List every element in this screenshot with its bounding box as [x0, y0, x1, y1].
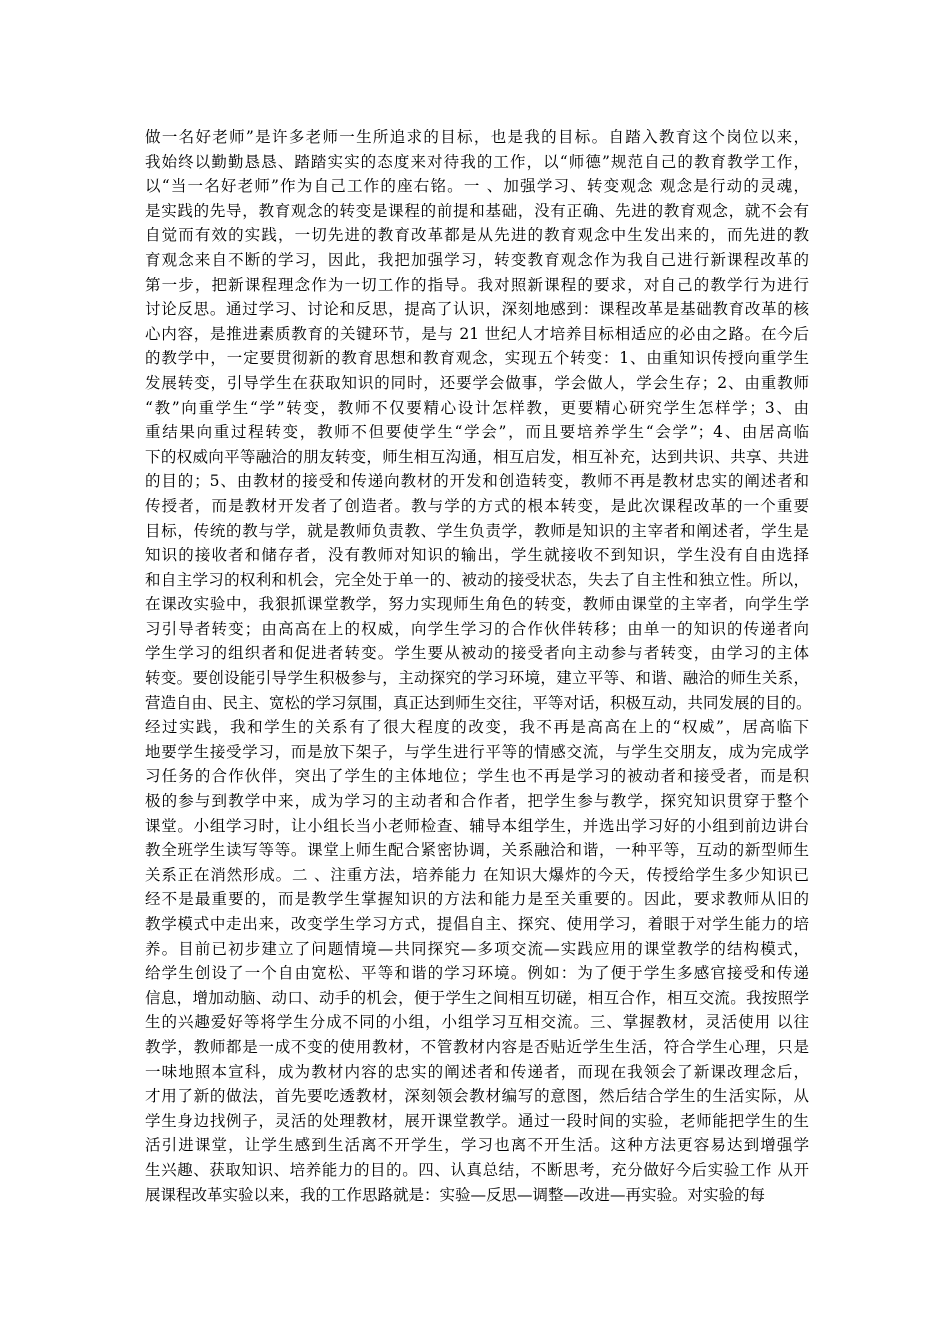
text-line: 转变。要创设能引导学生积极参与，主动探究的学习环境，建立平等、和谐、融洽的师生关系， — [145, 669, 809, 688]
text-line: 课堂。小组学习时，让小组长当小老师检查、辅导本组学生，并选出学习好的小组到前边讲台 — [145, 816, 809, 835]
text-line: 的教学中，一定要贯彻新的教育思想和教育观念，实现五个转变：1、由重知识传授向重学生 — [145, 349, 809, 368]
text-line: 一味地照本宣科，成为教材内容的忠实的阐述者和传递者，而现在我领会了新课改理念后， — [145, 1062, 809, 1081]
text-line: 学生学习的组织者和促进者转变。学生要从被动的接受者向主动参与者转变，由学习的主体 — [145, 644, 809, 663]
text-line: 教全班学生读写等等。课堂上师生配合紧密协调，关系融洽和谐，一种平等，互动的新型师生 — [145, 841, 809, 860]
text-line: 活引进课堂，让学生感到生活离不开学生，学习也离不开生活。这种方法更容易达到增强学 — [145, 1136, 809, 1155]
text-line: 育观念来自不断的学习，因此，我把加强学习，转变教育观念作为我自己进行新课程改革的 — [145, 250, 809, 269]
text-line: 经不是最重要的，而是教学生掌握知识的方法和能力是至关重要的。因此，要求教师从旧的 — [145, 890, 809, 909]
text-line: 才用了新的做法，首先要吃透教材，深刻领会教材编写的意图，然后结合学生的生活实际，从 — [145, 1087, 809, 1106]
text-line: 给学生创设了一个自由宽松、平等和谐的学习环境。例如：为了便于学生多感官接受和传递 — [145, 964, 809, 983]
text-line: 是实践的先导，教育观念的转变是课程的前提和基础，没有正确、先进的教育观念，就不会有 — [145, 201, 809, 220]
text-line: 自觉而有效的实践，一切先进的教育改革都是从先进的教育观念中生发出来的，而先进的教 — [145, 226, 809, 245]
text-line: 讨论反思。通过学习、讨论和反思，提高了认识，深刻地感到：课程改革是基础教育改革的核 — [145, 300, 809, 319]
text-line: 养。目前已初步建立了问题情境—共同探究—多项交流—实践应用的课堂教学的结构模式， — [145, 939, 809, 958]
text-line: 地要学生接受学习，而是放下架子，与学生进行平等的情感交流，与学生交朋友，成为完成学 — [145, 742, 809, 761]
text-line: 信息，增加动脑、动口、动手的机会，便于学生之间相互切磋，相互合作，相互交流。我按照学 — [145, 988, 809, 1007]
text-line: 重结果向重过程转变，教师不但要使学生“学会”，而且要培养学生“会学”；4、由居高临 — [145, 423, 809, 442]
body-text — [145, 125, 812, 1207]
text-line: 在课改实验中，我狠抓课堂教学，努力实现师生角色的转变，教师由课堂的主宰者，向学生学 — [145, 595, 809, 614]
text-line: 我始终以勤勤恳恳、踏踏实实的态度来对待我的工作，以“师德”规范自己的教育教学工作， — [145, 152, 809, 171]
text-line: 生的兴趣爱好等将学生分成不同的小组，小组学习互相交流。三、掌握教材，灵活使用 以往 — [145, 1013, 809, 1032]
text-line: 教学，教师都是一成不变的使用教材，不管教材内容是否贴近学生生活，符合学生心理，只是 — [145, 1037, 809, 1056]
text-line: 目标，传统的教与学，就是教师负责教、学生负责学，教师是知识的主宰者和阐述者，学生是 — [145, 521, 809, 540]
text-line: 极的参与到教学中来，成为学习的主动者和合作者，把学生参与教学，探究知识贯穿于整个 — [145, 792, 809, 811]
text-line: 心内容，是推进素质教育的关键环节，是与 21 世纪人才培养目标相适应的必由之路。在今后 — [145, 324, 809, 343]
text-line: 学生身边找例子，灵活的处理教材，展开课堂教学。通过一段时间的实验，老师能把学生的生 — [145, 1111, 809, 1130]
text-line: 经过实践，我和学生的关系有了很大程度的改变，我不再是高高在上的“权威”，居高临下 — [145, 718, 809, 737]
text-line: 营造自由、民主、宽松的学习氛围，真正达到师生交往，平等对话，积极互动，共同发展的目的。 — [145, 693, 812, 712]
text-line: 下的权威向平等融洽的朋友转变，师生相互沟通，相互启发，相互补充，达到共识、共享、共进 — [145, 447, 809, 466]
text-line: 知识的接收者和储存者，没有教师对知识的输出，学生就接收不到知识，学生没有自由选择 — [145, 546, 809, 565]
text-line: 教学模式中走出来，改变学生学习方式，提倡自主、探究、使用学习，着眼于对学生能力的培 — [145, 915, 809, 933]
text-line: 展课程改革实验以来，我的工作思路就是：实验—反思—调整—改进—再实验。对实验的每 — [145, 1185, 766, 1204]
text-line: 发展转变，引导学生在获取知识的同时，还要学会做事，学会做人，学会生存；2、由重教师 — [145, 373, 809, 392]
text-line: 关系正在消然形成。二 、注重方法，培养能力 在知识大爆炸的今天，传授给学生多少知识已 — [145, 865, 809, 884]
text-line: “教”向重学生“学”转变，教师不仅要精心设计怎样教，更要精心研究学生怎样学；3、由 — [145, 398, 809, 417]
text-line: 的目的；5、由教材的接受和传递向教材的开发和创造转变，教师不再是教材忠实的阐述者和 — [145, 472, 809, 491]
text-line: 习任务的合作伙伴，突出了学生的主体地位；学生也不再是学习的被动者和接受者，而是积 — [145, 767, 809, 786]
text-line: 生兴趣、获取知识、培养能力的目的。四、认真总结，不断思考，充分做好今后实验工作 从开 — [145, 1160, 809, 1179]
text-line: 做一名好老师”是许多老师一生所追求的目标，也是我的目标。自踏入教育这个岗位以来， — [145, 128, 809, 146]
text-line: 传授者，而是教材开发者了创造者。教与学的方式的根本转变，是此次课程改革的一个重要 — [145, 496, 809, 515]
text-line: 习引导者转变；由高高在上的权威，向学生学习的合作伙伴转移；由单一的知识的传递者向 — [145, 619, 809, 638]
text-line: 第一步，把新课程理念作为一切工作的指导。我对照新课程的要求，对自己的教学行为进行 — [145, 275, 809, 294]
text-line: 和自主学习的权利和机会，完全处于单一的、被动的接受状态，失去了自主性和独立性。所以， — [145, 570, 809, 589]
text-line: 以“当一名好老师”作为自己工作的座右铭。一 、加强学习、转变观念 观念是行动的灵魂， — [145, 177, 809, 196]
